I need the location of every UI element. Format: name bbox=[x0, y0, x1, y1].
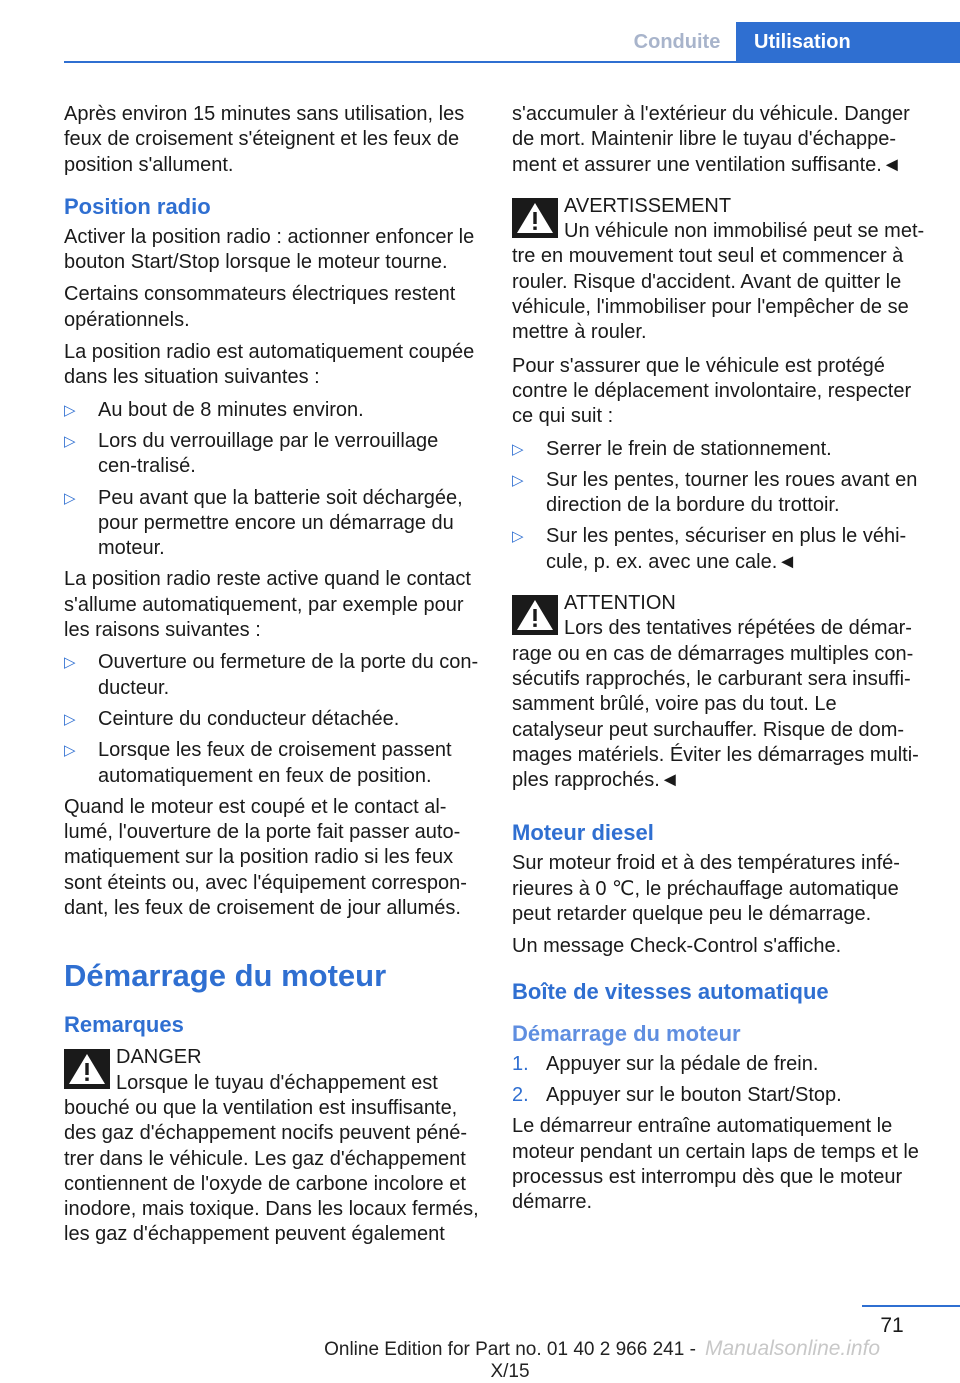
list-item: ▷ Au bout de 8 minutes environ. bbox=[64, 398, 480, 423]
heading-position-radio: Position radio bbox=[64, 193, 211, 219]
steps-list bbox=[512, 1052, 932, 1109]
bullet-icon: ▷ bbox=[512, 440, 524, 458]
bullet-list bbox=[64, 398, 480, 562]
danger-notice bbox=[64, 1045, 480, 1247]
list-item: ▷ Ouverture ou fermeture de la porte du con‐ducteur. bbox=[64, 651, 479, 699]
list-item: 1. Appuyer sur la pédale de frein. bbox=[512, 1052, 819, 1075]
page-header bbox=[0, 0, 960, 62]
avertissement-title: AVERTISSEMENT bbox=[564, 194, 732, 217]
list-item: ▷ Ceinture du conducteur détachée. bbox=[64, 707, 480, 732]
list-item: ▷ Peu avant que la batterie soit déchargée, pour permettre encore un démarrage du moteur. bbox=[64, 486, 463, 560]
paragraph: s'accumuler à l'extérieur du véhicule. Danger de mort. Maintenir libre le tuyau d'échappe‐ment et assurer une ventilation suffisante.◄ bbox=[512, 103, 910, 176]
paragraph: Sur moteur froid et à des températures infé‐rieures à 0 ℃, le préchauffage automatique peut retarder quelque peu le démarrage. bbox=[512, 852, 900, 926]
list-item: 2. Appuyer sur le bouton Start/Stop. bbox=[512, 1083, 842, 1106]
heading-demarrage-moteur: Démarrage du moteur bbox=[64, 958, 387, 994]
list-item: ▷ Sur les pentes, sécuriser en plus le véhi‐cule, p. ex. avec une cale.◄ bbox=[512, 525, 907, 573]
paragraph: Après environ 15 minutes sans utilisation, les feux de croisement s'éteignent et les feux de position s'allument. bbox=[64, 103, 465, 176]
page-number: 71 bbox=[880, 1314, 904, 1337]
bullet-icon: ▷ bbox=[512, 528, 524, 546]
right-column bbox=[512, 102, 932, 1222]
paragraph: Pour s'assurer que le véhicule est protégé contre le déplacement involontaire, respecter ce qui suit : bbox=[512, 354, 912, 428]
heading-remarques: Remarques bbox=[64, 1012, 184, 1038]
warning-triangle-icon bbox=[512, 595, 558, 635]
avertissement-body: Un véhicule non immobilisé peut se met‐tre en mouvement tout seul et commencer à rouler. Risque d'accident. Avant de quitter le véhicule, l'immobiliser pour l'empêcher de se mettre à rouler. bbox=[512, 220, 925, 344]
warning-triangle-icon bbox=[64, 1049, 110, 1089]
warning-triangle-icon bbox=[512, 198, 558, 238]
bullet-icon: ▷ bbox=[64, 654, 76, 672]
edition-line: Online Edition for Part no. 01 40 2 966 241 - X/15 bbox=[324, 1339, 696, 1382]
attention-notice bbox=[512, 591, 932, 793]
heading-moteur-diesel: Moteur diesel bbox=[512, 820, 654, 846]
bullet-list bbox=[512, 437, 932, 575]
bullet-icon: ▷ bbox=[64, 401, 76, 419]
left-column bbox=[64, 102, 480, 1256]
heading-boite-automatique: Boîte de vitesses automatique bbox=[512, 978, 829, 1004]
paragraph: La position radio reste active quand le contact s'allume automatiquement, par exemple pour les raisons suivantes : bbox=[64, 568, 471, 642]
bullet-icon: ▷ bbox=[64, 489, 76, 507]
bullet-list bbox=[64, 650, 480, 788]
tab-conduite[interactable]: Conduite bbox=[633, 31, 721, 53]
paragraph: Activer la position radio : actionner enfoncer le bouton Start/Stop lorsque le moteur tourne. bbox=[64, 225, 475, 274]
paragraph: Quand le moteur est coupé et le contact al‐lumé, l'ouverture de la porte fait passer auto‐matiquement sur la position radio si les feux sont éteints ou, avec l'équipement correspon‐dant, les feux de croisement de jour allumés. bbox=[64, 795, 467, 920]
paragraph: Le démarreur entraîne automatiquement le moteur pendant un certain laps de temps et le processus est interrompu dès que le moteur démarre. bbox=[512, 1115, 919, 1214]
bullet-icon: ▷ bbox=[512, 471, 524, 489]
attention-title: ATTENTION bbox=[564, 592, 676, 615]
bullet-icon: ▷ bbox=[64, 742, 76, 760]
avertissement-notice bbox=[512, 194, 932, 346]
list-item: ▷ Lorsque les feux de croisement passent automatiquement en feux de position. bbox=[64, 739, 452, 787]
heading-demarrage-moteur-auto: Démarrage du moteur bbox=[512, 1020, 741, 1046]
watermark: Manualsonline.info bbox=[705, 1337, 881, 1360]
tab-utilisation[interactable]: Utilisation bbox=[736, 22, 960, 62]
list-item: ▷ Lors du verrouillage par le verrouillage cen‐tralisé. bbox=[64, 429, 439, 478]
bullet-icon: ▷ bbox=[64, 432, 76, 450]
danger-body: Lorsque le tuyau d'échappement est bouché ou que la ventilation est insuffisante, des gaz d'échappement nocifs peuvent péné‐trer dans le véhicule. Les gaz d'échappement contiennent de l'oxyde de carbone incolore et inodore, mais toxique. Dans les locaux fermés, les gaz d'échappement peuvent également bbox=[64, 1071, 479, 1246]
list-item: ▷ Serrer le frein de stationnement. bbox=[512, 437, 932, 462]
list-item: ▷ Sur les pentes, tourner les roues avant en direction de la bordure du trottoir. bbox=[512, 468, 918, 517]
header-rule bbox=[64, 61, 960, 63]
bullet-icon: ▷ bbox=[64, 710, 76, 728]
attention-body: Lors des tentatives répétées de démar‐rage ou en cas de démarrages multiples con‐sécutifs rapprochés, le carburant sera insuffi‐samment brûlé, voire pas du tout. Le catalyseur peut surchauffer. Risque de dom‐mages matériels. Éviter les démarrages multi‐ples rapprochés.◄ bbox=[512, 617, 919, 792]
danger-title: DANGER bbox=[116, 1046, 202, 1069]
paragraph: La position radio est automatiquement coupée dans les situation suivantes : bbox=[64, 341, 475, 389]
paragraph: Un message Check-Control s'affiche. bbox=[512, 935, 842, 958]
footer-rule bbox=[862, 1305, 960, 1307]
paragraph: Certains consommateurs électriques restent opérationnels. bbox=[64, 283, 456, 331]
